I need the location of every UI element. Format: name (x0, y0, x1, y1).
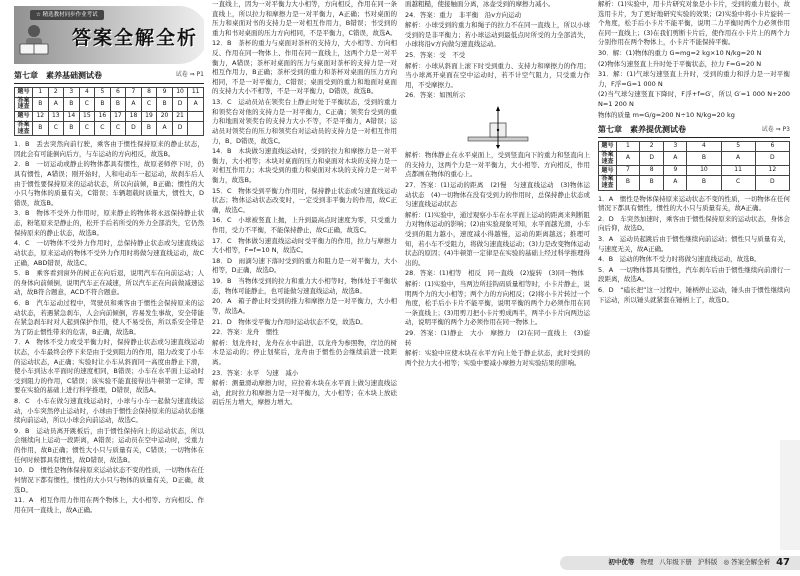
answer-item: 解析：物体静止在水平桌面上，受到竖直向下的重力和竖直向上的支持力，这两个力是一对平衡力，大小相等、方向相反，作用点都画在物体的重心上。 (405, 151, 590, 179)
answer-table-cell: D (126, 122, 142, 136)
answer-item: 23．答案：水平 匀速 减小 (212, 368, 299, 377)
answer-item: 7．A 物体不受力或受平衡力时，保持静止状态或匀速直线运动状态，小车最终会停下来是由于受到阻力的作用，阻力改变了小车的运动状态，A正确；实验时让小车从斜面同一高度由静止下滑，使小车到达水平面时的速度相同，B错误；小车在水平面上运动时受到阻力的作用，C错误；该实验不能直接得出牛顿第一定律，需要在实验的基础上进行科学推理，D错误，故选A。 (14, 338, 204, 395)
answer-item: 解析：(1)实验中，通过观察小车在水平面上运动的距离来判断阻力对物体运动的影响；(2)由实验现象可知，水平面越光滑，小车受到的阻力越小，速度减小得越慢，运动的距离越远；推理可知，若小车不受阻力，将做匀速直线运动；(3)力是改变物体运动状态的原因；(4)牛顿第一定律是在实验的基础上经过科学推理得出的。 (405, 210, 590, 267)
answer-table-row-header: 答案速查 (599, 176, 617, 190)
answer-table-cell: B (639, 176, 664, 190)
answer-item: 30．解：(1)物体的重力 G=mg=2 kg×10 N/kg=20 N (598, 49, 762, 58)
answer-table-row (15, 122, 204, 136)
answer-table-cell: C (48, 122, 64, 136)
answer-table-cell: B (157, 97, 173, 111)
answer-table-cell: C (79, 122, 95, 136)
answer-table-cell: A (664, 176, 687, 190)
answer-table-cell: 10 (172, 87, 188, 97)
answer-table-cell: 17 (110, 112, 126, 122)
answer-item: 27．答案：(1)运动的距离 (2)慢 匀速直线运动 (3)物体运动状态 (4)一切物体在没有受到力的作用时，总保持静止状态或匀速直线运动状态 (405, 180, 590, 209)
answer-table-row (15, 97, 204, 111)
page-footer (560, 556, 800, 570)
answer-table-cell: B (33, 97, 49, 111)
answer-table-cell: 19 (141, 112, 157, 122)
answer-item: 解析：(1)实验中，用卡片研究对象是小卡片，受到的重力很小，故选用卡片，为了更好地研究实验的效果；(2)实验中将小卡片旋转一个角度，松手后小卡片不能平衡，说明二力平衡时两个力必须作用在同一直线上；(3)在我们剪断卡片后，使作用在小卡片上的两个力分别作用在两个物体上，小卡片不能保持平衡。 (598, 0, 790, 47)
answer-table-cell: B (687, 152, 721, 166)
chapter-page-ref: 试卷 ⇒ P1 (175, 71, 204, 79)
answer-item: 解析：实验中应使木块在水平方向上处于静止状态，此时受到的两个拉力大小相等；实验中要减小摩擦力对实验结果的影响。 (405, 349, 590, 367)
answer-item: 18．D 雨滴匀速下落时受到的重力和阻力是一对平衡力，大小相等，D正确，故选D。 (212, 256, 397, 275)
answer-table-row (599, 152, 790, 166)
answer-item: 2．D 车突然加速时，乘客由于惯性保持原来的运动状态，身体会向后仰，故选D。 (598, 214, 790, 233)
answer-table-cell: D (172, 122, 188, 136)
column-1 (14, 0, 204, 554)
answer-item: 6．D “磕长把”这一过程中，锤柄停止运动，锤头由于惯性继续向下运动，所以锤头就紧套在锤柄上了，故选D。 (598, 286, 790, 304)
answer-table-cell: 16 (95, 112, 111, 122)
answer-item: 14．B 木块做匀速直线运动时，受到的拉力和摩擦力是一对平衡力，大小相等；木块对桌面的压力和桌面对木块的支持力是一对相互作用力；木块受到的重力和桌面对木块的支持力是一对平衡力，故选B。 (212, 147, 397, 184)
column-2 (212, 0, 397, 554)
answer-item: 31．解：(1)气球匀速竖直上升时，受到的重力和浮力是一对平衡力，F浮=G=1 000 N (598, 70, 790, 88)
answer-table-row-header: 题号 (599, 142, 617, 152)
answer-table-row-header: 答案速查 (599, 152, 617, 166)
answer-item: 1．B 丢去突然向前行驶，乘客由于惯性保持原来的静止状态，因此会有可能倒向后方，与车运动的方向相反，故选B。 (14, 140, 204, 158)
answer-list (14, 140, 204, 515)
answer-item: 15．C 物体受到平衡力作用时，保持静止状态或匀速直线运动状态；物体运动状态改变时，一定受到非平衡力的作用，故C正确，故选C。 (212, 186, 397, 214)
answer-item: 28．答案：(1)相等 相反 同一直线 (2)旋转 (3)同一物体 (405, 269, 584, 278)
banner-title: 答案全解全析 (72, 27, 199, 49)
answer-table-cell: 13 (48, 112, 64, 122)
answer-table-cell: 8 (639, 166, 664, 176)
footer-brand: 初中优等 (608, 558, 635, 567)
answer-table-cell: 8 (141, 87, 157, 97)
answer-item: 26．答案：如图所示 (405, 91, 466, 100)
answer-item: 物体的质量 m=G/g=200 N÷10 N/kg=20 kg (598, 110, 735, 119)
answer-item: 面越粗糙，使接触面分离，冰壶受到的摩擦力减小。 (405, 0, 555, 8)
answer-item: 2．B 一切运动或静止的物体都具有惯性，故原老师停下时，仍具有惯性，A错误；刚开始时，人和电动车一起运动，故刹车后人由于惯性要保持原来的运动状态，所以向前倾，B正确；惯性的大小只与物体的质量有关，C错误；车辆超载时质量大，惯性大，D错误，故选B。 (14, 160, 204, 207)
column-4 (598, 0, 790, 554)
answer-table-cell: D (172, 97, 188, 111)
answer-item: 8．C 小车在做匀速直线运动时，小球与小车一起做匀速直线运动，小车突然停止运动时，小球由于惯性会保持原来的运动状态继续向前运动，所以小球会向前运动，故选C。 (14, 397, 204, 425)
answer-item: 10．D 惯性是物体保持原来运动状态不变的性质，一切物体在任何情况下都有惯性，惯性的大小只与物体的质量有关，D正确，故选D。 (14, 466, 204, 494)
answer-list (598, 195, 790, 306)
answer-list (212, 0, 397, 408)
chapter-header (14, 70, 204, 84)
chapter-page-ref: 试卷 ⇒ P3 (761, 125, 790, 133)
answer-table-cell: 7 (617, 166, 640, 176)
answer-table-cell: A (157, 122, 173, 136)
answer-table-cell: B (141, 122, 157, 136)
banner-ribbon: ☆ 精选教材同步作业考试 (30, 10, 104, 20)
answer-item: 17．C 物体做匀速直线运动时受平衡力的作用，拉力与摩擦力大小相等，F=f=10 N，故选C。 (212, 236, 397, 255)
answer-table-row-header: 题号 (15, 112, 33, 122)
answer-item: 24．答案：重力 非平衡 沿v方向运动 (405, 10, 522, 19)
answer-table-cell: 9 (664, 166, 687, 176)
answer-table-cell: A (664, 152, 687, 166)
column-3 (405, 0, 590, 554)
answer-table-cell: C (141, 97, 157, 111)
answer-item: 9．B 运动员离开跳板后，由于惯性保持向上的运动状态，所以会继续向上运动一段距离，A错误；运动员在空中运动时，受重力的作用，故B正确；惯性大小只与质量有关，C错误；一切物体在任何时候都具有惯性，故D错误，故选B。 (14, 426, 204, 464)
answer-table-cell: 4 (79, 87, 95, 97)
answer-item: 20．A 箱子静止时受到的推力和摩擦力是一对平衡力，大小相等，故选A。 (212, 297, 397, 315)
answer-table-cell: B (95, 97, 111, 111)
answer-table-cell: A (48, 97, 64, 111)
answer-item: 21．D 物体受平衡力作用时运动状态不变，故选D。 (212, 317, 367, 326)
force-diagram (458, 103, 538, 149)
answer-table-cell: C (721, 176, 755, 190)
answer-table-cell: 5 (721, 142, 755, 152)
answer-item: 6．B 汽车运动过程中，驾驶员和乘客由于惯性会保持原来的运动状态，若遇紧急刹车，人会向前倾倒，容易发生事故，安全带能在紧急刹车时对人起到保护作用，使人不易受伤，所以系安全带是为了防止惯性带来的危害，B正确，故选B。 (14, 298, 204, 336)
answer-item: 29．答案：(1)静止 大小 摩擦力 (2)在同一直线上 (3)旋转 (405, 329, 590, 347)
answer-table-cell: 14 (64, 112, 80, 122)
answer-table-cell: C (95, 122, 111, 136)
answer-table-cell: 3 (664, 142, 687, 152)
answer-table-cell: D (639, 152, 664, 166)
answer-table-cell: A (188, 97, 204, 111)
chapter-header (598, 124, 790, 138)
answer-table-cell: 3 (64, 87, 80, 97)
answer-table-cell: B (64, 122, 80, 136)
answer-item: 5．A 一切物体都具有惯性，汽车刹车后由于惯性继续向前滑行一段距离，故选A。 (598, 265, 790, 284)
answer-table-row (15, 112, 204, 122)
answer-table-cell: C (79, 97, 95, 111)
answer-table-cell: B (64, 97, 80, 111)
answer-item: 一直线上，因为一对平衡力大小相等，方向相反，作用在同一条直线上，所以拉力和摩擦力是一对平衡力，A正确；书对桌面的压力和桌面对书的支持力是一对相互作用力，B错误；书受到的重力和书对桌面的压力方向相同，不是平衡力，C错误，故选A。 (212, 0, 397, 37)
answer-table-cell: 20 (157, 112, 173, 122)
footer-section: ◎ 答案全解全析 (723, 558, 771, 567)
answer-list (598, 0, 790, 120)
answer-table (598, 141, 790, 190)
answer-table-cell: D (755, 176, 789, 190)
answer-table-cell: 2 (48, 87, 64, 97)
answer-table-cell: 12 (33, 112, 49, 122)
answer-table-cell: 9 (157, 87, 173, 97)
answer-table-cell: 10 (687, 166, 721, 176)
answer-table-cell: B (110, 97, 126, 111)
answer-item: 16．C 小球被竖直上抛，上升到最高点时速度为零，只受重力作用，受力不平衡，不能保持静止，故C正确，故选C。 (212, 216, 397, 235)
page-edge-tab (780, 440, 800, 550)
answer-table-cell: C (110, 122, 126, 136)
answer-table-cell: 15 (79, 112, 95, 122)
answer-item: 3．A 运动员起跳后由于惯性继续向前运动；惯性只与质量有关，与速度无关，故A正确。 (598, 234, 790, 253)
answer-item: 25．答案：受 不受 (405, 51, 466, 60)
student-reading-icon (14, 22, 54, 60)
answer-table-cell: 4 (687, 142, 721, 152)
answer-item: 解析：测量滑动摩擦力时，应拉着木块在水平面上做匀速直线运动，此时拉力和摩擦力是一对平衡力，大小相等；在木块上放砝码后压力增大，摩擦力增大。 (212, 379, 397, 407)
answer-table-cell: 2 (639, 142, 664, 152)
answer-table-row-header: 题号 (15, 87, 33, 97)
answer-item: 12．B 茶杯的重力与桌面对茶杯的支持力，大小相等、方向相反、作用在同一物体上、作用在同一直线上，这两个力是一对平衡力，A错误；茶杯对桌面的压力与桌面对茶杯的支持力是一对相互作用力，B正确；茶杯受到的重力和茶杯对桌面的压力方向相同，不是一对平衡力，C错误；桌面受到的重力和地面对桌面的支持力大小不相等，不是一对平衡力，D错误，故选B。 (212, 39, 397, 96)
answer-item: (2)物体匀速竖直上升时处于平衡状态，拉力 F=G=20 N (598, 59, 762, 68)
answer-table-cell: D (755, 152, 789, 166)
answer-item: 解析：小球从斜面上滚下时受到重力、支持力和摩擦力的作用；当小球离开桌面在空中运动时，若不计空气阻力，只受重力作用，不受摩擦力。 (405, 61, 590, 89)
answer-table-cell: 1 (617, 142, 640, 152)
answer-table-cell: A (617, 152, 640, 166)
answer-table-cell: 12 (755, 166, 789, 176)
answer-item: 4．B 运动的物体不受力时将做匀速直线运动，故选B。 (598, 255, 761, 264)
answer-table-cell: 7 (126, 87, 142, 97)
answer-table-cell: B (617, 176, 640, 190)
answer-item: 11．A 相互作用力作用在两个物体上，大小相等、方向相反、作用在同一直线上，故A正确。 (14, 496, 204, 514)
answer-table-row-header: 答案速查 (15, 122, 33, 136)
footer-grade: 八年级下册 (659, 558, 692, 567)
answer-item: 13．C 运动员站在领奖台上静止时处于平衡状态，受到的重力和领奖台对他的支持力是一对平衡力，C正确；领奖台受到的重力和地面对领奖台的支持力大小不等，不是平衡力，A错误；运动员对领奖台的压力和领奖台对运动员的支持力是一对相互作用力，B、D错误，故选C。 (212, 98, 397, 145)
header-banner (14, 6, 204, 64)
answer-table-cell: A (721, 152, 755, 166)
answer-item: 4．C 一切物体不受外力作用时，总保持静止状态或匀速直线运动状态，原来运动的物体不受外力作用时将做匀速直线运动，故C正确，ABD错误，故选C。 (14, 239, 204, 267)
answer-table-cell: B (33, 122, 49, 136)
answer-list (405, 151, 590, 368)
answer-table-row-header: 题号 (599, 166, 617, 176)
answer-table-row (599, 176, 790, 190)
chapter-title: 第七章 素养基础测试卷 (14, 71, 102, 80)
answer-table-cell: 11 (188, 87, 204, 97)
answer-table-cell: 5 (95, 87, 111, 97)
answer-table-row (599, 166, 790, 176)
answer-table-cell: 21 (172, 112, 188, 122)
answer-table-row (599, 142, 790, 152)
chapter-title: 第七章 素养提优测试卷 (598, 125, 686, 135)
answer-table-cell (188, 122, 204, 136)
answer-item: 3．B 物体不受外力作用时，原来静止的物体将永远保持静止状态，粉笔原来是静止的，松开手后若所受的外力全部消失，它仍然保持原来的静止状态，故选B。 (14, 209, 204, 237)
answer-table-cell: A (126, 97, 142, 111)
answer-item: 解析：划龙舟时，龙舟在水中前进，以龙舟为参照物，岸边的树木是运动的；停止划桨后，龙舟由于惯性仍会继续前进一段距离。 (212, 338, 397, 366)
answer-table-cell: 6 (755, 142, 789, 152)
answer-table-cell: 11 (721, 166, 755, 176)
page-number: 47 (776, 556, 790, 568)
answer-table-cell: 18 (126, 112, 142, 122)
answer-table-cell (188, 112, 204, 122)
answer-item: 1．A 惯性是物体保持原来运动状态不变的性质，一切物体在任何情况下都具有惯性，惯性的大小只与质量有关，故A正确。 (598, 194, 790, 213)
answer-item: (2)当气球匀速竖直下降时，F浮+f=G′，所以 G′=1 000 N+200 N=1 200 N (598, 90, 790, 109)
answer-table-row (15, 87, 204, 97)
answer-item: 22．答案：龙舟 惯性 (212, 328, 279, 337)
answer-item: 解析：小球受到的重力和绳子的拉力不在同一直线上，所以小球受到的是非平衡力；若小球运动到最低点时所受的力全部消失，小球将沿v方向做匀速直线运动。 (405, 21, 590, 49)
answer-table-cell: 1 (33, 87, 49, 97)
answer-item: 5．B 乘客看到窗外的树正在向后退，说明汽车在向前运动；人的身体向前倾倒，说明汽车正在减速，所以汽车正在向前做减速运动，故B符合题意，ACD不符合题意。 (14, 269, 204, 297)
footer-subject: 物理 (640, 558, 654, 567)
answer-list (405, 0, 590, 101)
answer-item: 解析：(1)实验中，当两边所挂钩码质量相等时，小卡片静止，说明两个力的大小相等；两个力的方向相反；(2)将小卡片转过一个角度，松手后小卡片不能平衡，说明平衡的两个力必须作用在同一条直线上；(3)用剪刀把小卡片剪成两半，两半小卡片向两边运动，说明平衡的两个力必须作用在同一物体上。 (405, 280, 590, 327)
answer-table-row-header: 答案速查 (15, 97, 33, 111)
answer-table (14, 87, 204, 136)
answer-table-cell: B (687, 176, 721, 190)
answer-table-cell: 6 (110, 87, 126, 97)
answer-item: 19．B 当物体受到的拉力和重力大小相等时，物体处于平衡状态，物体可能静止，也可能做匀速直线运动，故选B。 (212, 277, 397, 295)
footer-edition: 沪科版 (697, 558, 718, 567)
